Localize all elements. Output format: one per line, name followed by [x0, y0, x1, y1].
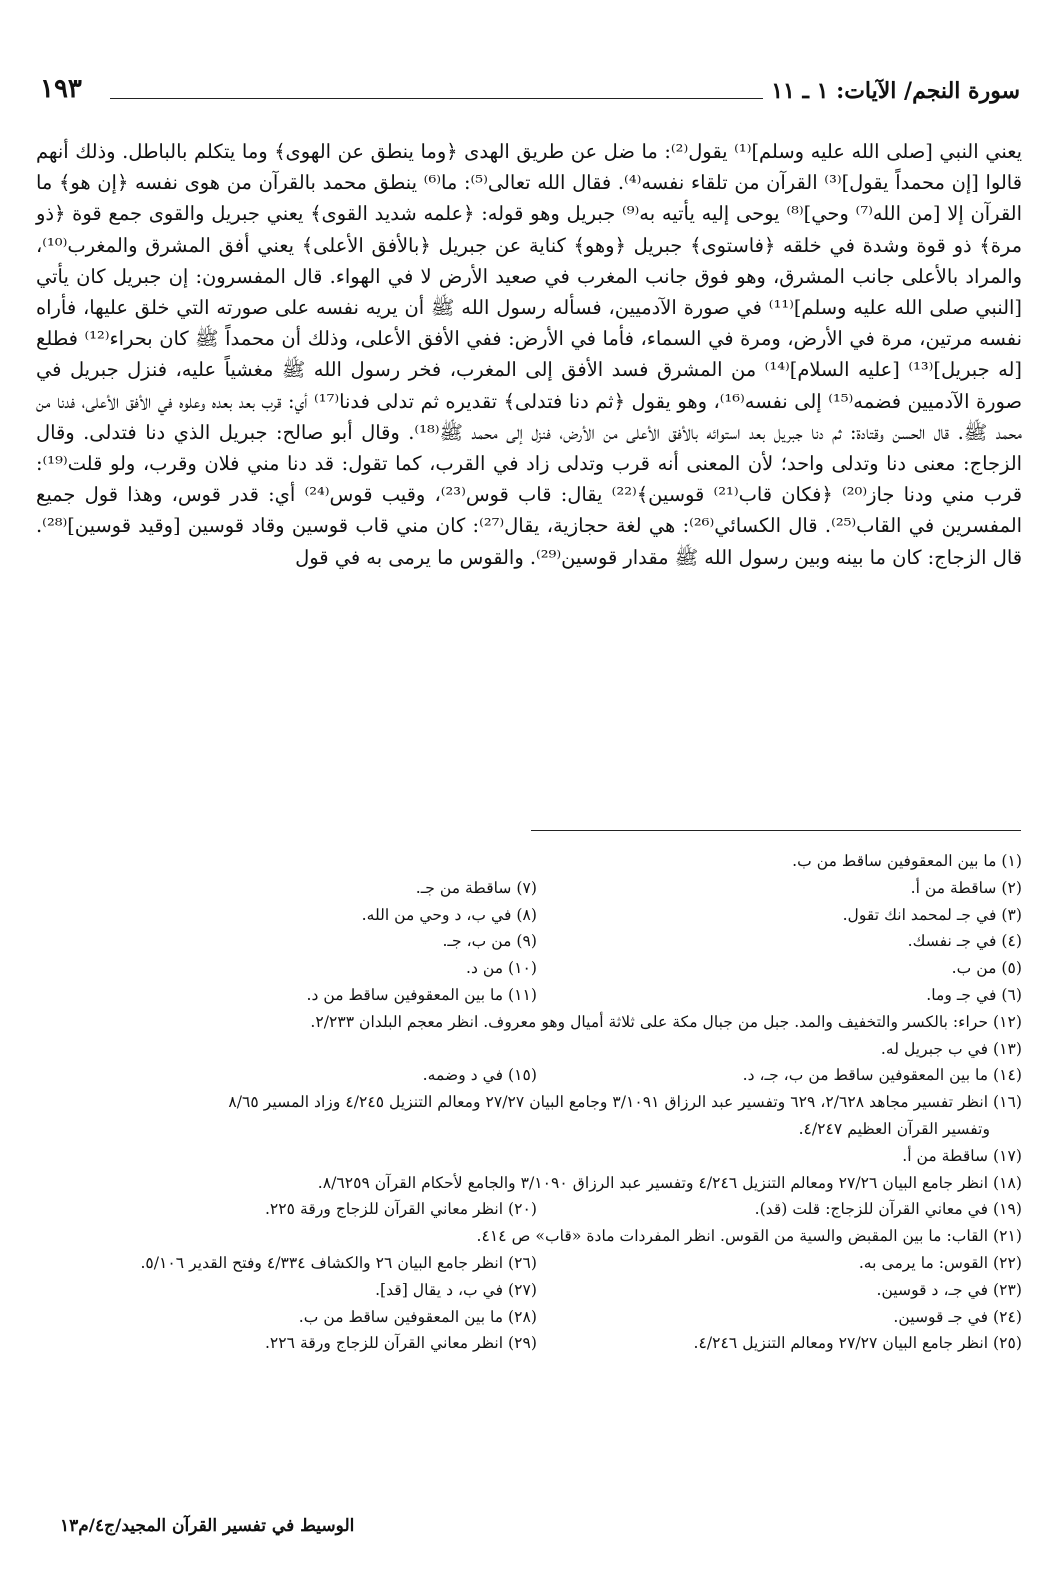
commentary-paragraph: يعني النبي [صلى الله عليه وسلم]⁽¹⁾ يقول⁽²⁾: ما ضل عن طريق الهدى ﴿وما ينطق عن الهوى﴾ وما يتكلم بالباطل. وذلك أنهم قالوا [إن محمداً يقول]⁽³⁾ القرآن من تلقاء نفسه⁽⁴⁾. فقال الله تعالى⁽⁵⁾: ما⁽⁶⁾ ينطق محمد بالقرآن من هوى نفسه ﴿إن هو﴾ ما القرآن إلا [من الله⁽⁷⁾ وحي]⁽⁸⁾ يوحى إليه يأتيه به⁽⁹⁾ جبريل وهو قوله: ﴿علمه شديد القوى﴾ يعني جبريل والقوى جمع قوة ﴿ذو مرة﴾ ذو قوة وشدة في خلقه ﴿فاستوى﴾ جبريل ﴿وهو﴾ كناية عن جبريل ﴿بالأفق الأعلى﴾ يعني أفق المشرق والمغرب⁽¹⁰⁾، والمراد بالأعلى جانب المشرق، وهو فوق جانب المغرب في صعيد الأرض لا في الهواء. قال المفسرون: إن جبريل كان يأتي [النبي صلى الله عليه وسلم]⁽¹¹⁾ في صورة الآدميين، فسأله رسول الله ﷺ أن يريه نفسه على صورته التي خلق عليها، فأراه نفسه مرتين، مرة في الأرض، ومرة في السماء، فأما في الأرض: ففي الأفق الأعلى، وذلك أن محمداً ﷺ كان بحراء⁽¹²⁾ فطلع [له جبريل]⁽¹³⁾ [عليه السلام]⁽¹⁴⁾ من المشرق فسد الأفق إلى المغرب، فخر رسول الله ﷺ مغشياً عليه، فنزل جبريل في صورة الآدميين فضمه⁽¹⁵⁾ إلى نفسه⁽¹⁶⁾، وهو يقول ﴿ثم دنا فتدلى﴾ تقديره ثم تدلى فدنا⁽¹⁷⁾ أي: قرب بعد بعده وعلوه في الأفق الأعلى، فدنا من محمد ﷺ. قال الحسن وقتادة: ثم دنا جبريل بعد استوائه بالأفق الأعلى من الأرض، فنزل إلى محمد ﷺ⁽¹⁸⁾. وقال أبو صالح: جبريل الذي دنا فتدلى. وقال الزجاج: معنى دنا وتدلى واحد؛ لأن المعنى أنه قرب وتدلى زاد في القرب، كما تقول: قد دنا مني فلان وقرب، ولو قلت⁽¹⁹⁾: قرب مني ودنا جاز⁽²⁰⁾ ﴿فكان قاب⁽²¹⁾ قوسين﴾⁽²²⁾ يقال: قاب قوس⁽²³⁾، وقيب قوس⁽²⁴⁾ أي: قدر قوس، وهذا قول جميع المفسرين في القاب⁽²⁵⁾. قال الكسائي⁽²⁶⁾: هي لغة حجازية، يقال⁽²⁷⁾: كان مني قاب قوسين وقاد قوسين [وقيد قوسين]⁽²⁸⁾. قال الزجاج: كان ما بينه وبين رسول الله ﷺ مقدار قوسين⁽²⁹⁾. والقوس ما يرمى به في قول — [36, 140, 1023, 569]
footnote-9: (٩) من ب، جـ. — [442, 932, 537, 951]
footnote-row — [36, 1304, 1022, 1331]
footnote-23: (٢٣) في جـ، د قوسين. — [876, 1280, 1022, 1299]
book-signature: الوسيط في تفسير القرآن المجيد/ج٤/م١٣ — [60, 1516, 355, 1536]
footnote-15: (١٥) في د وضمه. — [422, 1066, 537, 1085]
footnote-10: (١٠) من د. — [466, 959, 537, 978]
surah-title: سورة النجم/ الآيات: ١ ـ ١١ — [763, 78, 1020, 104]
footnote-12: (١٢) حراء: بالكسر والتخفيف والمد. جبل من جبال مكة على ثلاثة أميال وهو معروف. انظر معجم البلدان ٢/٢٣٣. — [310, 1012, 1022, 1031]
footnote-row — [36, 1277, 1022, 1304]
footnote-row — [36, 982, 1022, 1009]
footnote-row — [36, 1196, 1022, 1223]
footnote-row — [36, 955, 1022, 982]
footnote-18: (١٨) انظر جامع البيان ٢٧/٢٦ ومعالم التنزيل ٤/٢٤٦ وتفسير عبد الرزاق ٣/١٠٩٠ والجامع لأحكام القرآن ٨/٦٢٥٩. — [317, 1173, 1022, 1192]
footnote-29: (٢٩) انظر معاني القرآن للزجاج ورقة ٢٢٦. — [264, 1334, 537, 1353]
footnote-22: (٢٢) القوس: ما يرمى به. — [858, 1253, 1022, 1272]
footnote-4: (٤) في جـ نفسك. — [907, 932, 1022, 951]
footnote-1: (١) ما بين المعقوفين ساقط من ب. — [792, 852, 1022, 870]
footnote-25: (٢٥) انظر جامع البيان ٢٧/٢٧ ومعالم التنزيل ٤/٢٤٦. — [693, 1334, 1022, 1353]
footnote-row — [36, 1250, 1022, 1277]
main-commentary — [36, 136, 1022, 573]
footnote-17: (١٧) ساقطة من أ. — [902, 1146, 1022, 1165]
footnote-21: (٢١) القاب: ما بين المقبض والسية من القوس. انظر المفردات مادة «قاب» ص ٤١٤. — [476, 1227, 1022, 1246]
footnote-20: (٢٠) انظر معاني القرآن للزجاج ورقة ٢٢٥. — [264, 1200, 537, 1219]
footnote-row — [36, 928, 1022, 955]
footnotes — [36, 848, 1022, 1357]
footnote-divider — [531, 830, 1021, 831]
running-header — [40, 74, 1020, 110]
footnote-6: (٦) في جـ وما. — [926, 985, 1022, 1004]
footnote-24: (٢٤) في جـ قوسين. — [893, 1307, 1022, 1326]
footnote-row — [36, 1330, 1022, 1357]
footnote-16-continued: وتفسير القرآن العظيم ٤/٢٤٧. — [798, 1119, 990, 1138]
footnote-11: (١١) ما بين المعقوفين ساقط من د. — [306, 985, 537, 1004]
footnote-row — [36, 875, 1022, 902]
header-rule — [110, 98, 805, 99]
footnote-2: (٢) ساقطة من أ. — [910, 878, 1022, 897]
footnote-row — [36, 1062, 1022, 1089]
footnote-row — [36, 902, 1022, 929]
footnote-14: (١٤) ما بين المعقوفين ساقط من ب، جـ، د. — [742, 1066, 1022, 1085]
footnote-28: (٢٨) ما بين المعقوفين ساقط من ب. — [298, 1307, 537, 1326]
footnote-7: (٧) ساقطة من جـ. — [415, 878, 537, 897]
footnote-26: (٢٦) انظر جامع البيان ٢٦ والكشاف ٤/٣٣٤ وفتح القدير ٥/١٠٦. — [140, 1253, 537, 1272]
footnote-8: (٨) في ب، د وحي من الله. — [361, 905, 537, 924]
footnote-13: (١٣) في ب جبريل له. — [880, 1039, 1022, 1058]
footnote-27: (٢٧) في ب، د يقال [قد]. — [375, 1280, 537, 1299]
footnote-19: (١٩) في معاني القرآن للزجاج: قلت (قد). — [754, 1200, 1022, 1219]
footnote-3: (٣) في جـ لمحمد انك تقول. — [842, 905, 1022, 924]
footnote-16: (١٦) انظر تفسير مجاهد ٢/٦٢٨، ٦٢٩ وتفسير عبد الرزاق ٣/١٠٩١ وجامع البيان ٢٧/٢٧ ومعالم التنزيل ٤/٢٤٥ وزاد المسير ٨/٦٥ — [228, 1093, 1022, 1112]
footnote-5: (٥) من ب. — [951, 959, 1022, 978]
page-number: ١٩٣ — [40, 74, 90, 104]
